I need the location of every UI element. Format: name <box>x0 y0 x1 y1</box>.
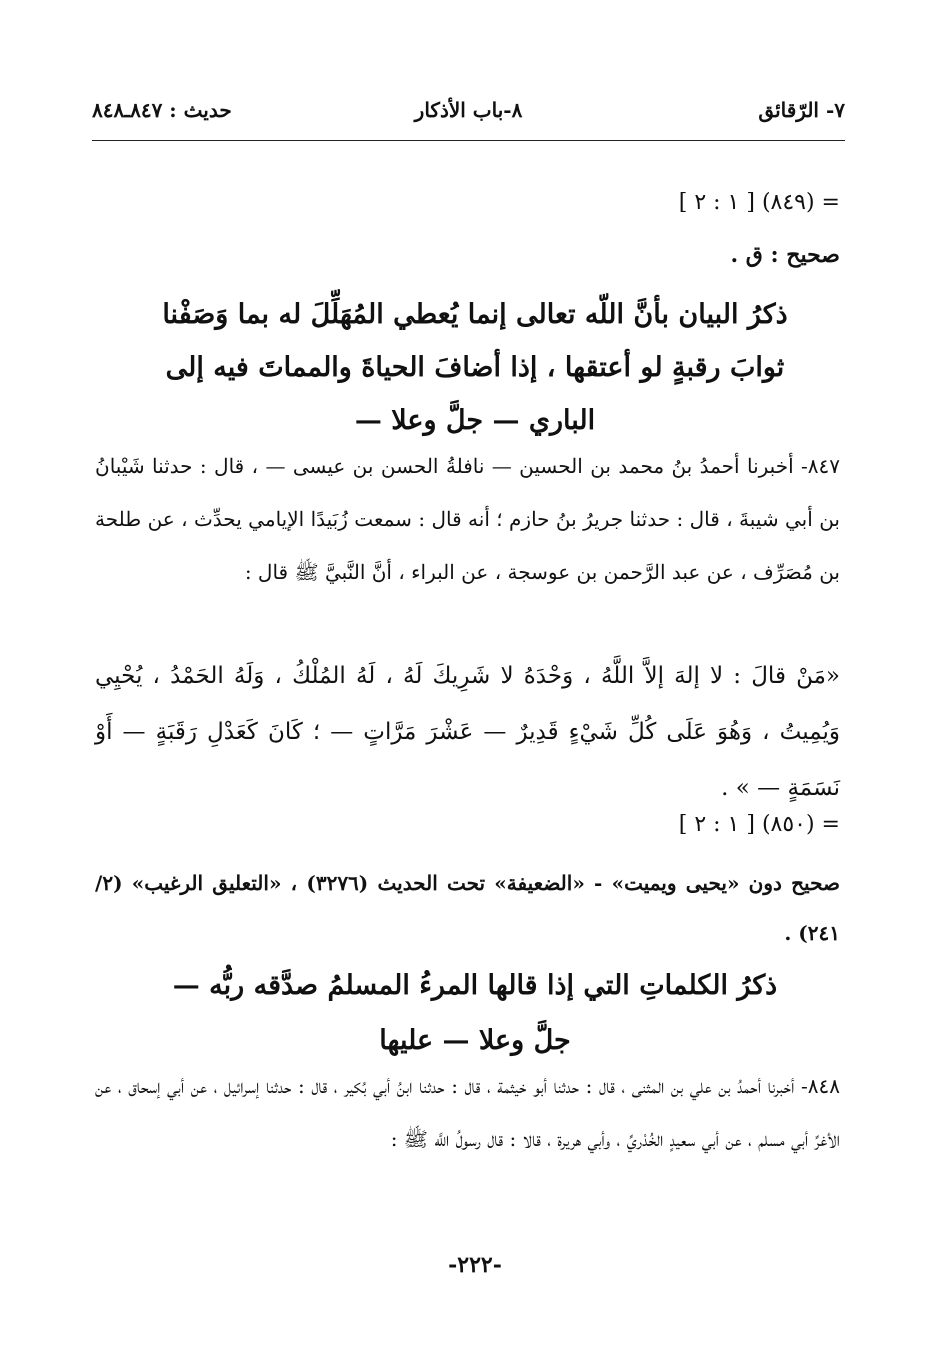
section-heading-1: ذكرُ البيان بأنَّ اللّه تعالى إنما يُعطي المُهَلِّلَ له بما وَصَفْنا ثوابَ رقبةٍ لو أعتقها ، إذا أضافَ الحياةَ والمماتَ فيه إلى الباري — جلَّ وعلا — <box>162 299 788 436</box>
section-heading-2: ذكرُ الكلماتِ التي إذا قالها المرءُ المسلمُ صدَّقه ربُّه — جلَّ وعلا — عليها <box>172 970 778 1056</box>
grade-849: صحيح : ق . <box>730 242 840 268</box>
header-book: ٧- الرّقائق <box>758 98 845 122</box>
cross-reference-849: = (٨٤٩) [ ١ : ٢ ] <box>678 190 840 215</box>
cross-reference-850: = (٨٥٠) [ ١ : ٢ ] <box>678 812 840 837</box>
hadith-847-text: «مَنْ قالَ : لا إلهَ إلاَّ اللَّهُ ، وَحْدَهُ لا شَرِيكَ لَهُ ، لَهُ المُلْكُ ، وَلَهُ الحَمْدُ ، يُحْيِي وَيُمِيتُ ، وَهُوَ عَلَى كُلِّ شَيْءٍ قَدِيرٌ — عَشْرَ مَرَّاتٍ — ؛ كَانَ كَعَدْلِ رَقَبَةٍ — أَوْ نَسَمَةٍ — » . <box>95 663 840 801</box>
running-header <box>92 98 845 132</box>
page-number: -٢٢٢- <box>448 1252 502 1278</box>
hadith-848-chain: ٨٤٨- أخبرنا أحمدُ بن علي بن المثنى ، قال : حدثنا أبو خيثمة ، قال : حدثنا ابنُ أبي بُكير ، قال : حدثنا إسرائيل ، عن أبي إسحاق ، عن الأغرِّ أبي مسلم ، عن أبي سعيدٍ الخُدْريِّ ، وأبي هريرة ، قالا : قال رسولُ اللَّه ﷺ : <box>95 1074 840 1151</box>
header-hadith-range: حديث : ٨٤٧ـ٨٤٨ <box>92 98 232 122</box>
header-chapter: ٨-باب الأذكار <box>414 98 523 122</box>
hadith-847-chain: ٨٤٧- أخبرنا أحمدُ بنُ محمد بن الحسين — نافلةُ الحسن بن عيسى — ، قال : حدثنا شَيْبانُ بن أبي شيبةَ ، قال : حدثنا جريرُ بنُ حازم ؛ أنه قال : سمعت زُبَيدًا الإيامي يحدِّث ، عن طلحة بن مُصَرِّف ، عن عبد الرَّحمن بن عوسجة ، عن البراء ، أنَّ النَّبيَّ ﷺ قال : <box>95 454 840 584</box>
grade-850: صحيح دون «يحيى ويميت» - «الضعيفة» تحت الحديث (٣٢٧٦) ، «التعليق الرغيب» (٢/ ٢٤١) . <box>95 871 840 945</box>
header-divider <box>92 140 845 141</box>
